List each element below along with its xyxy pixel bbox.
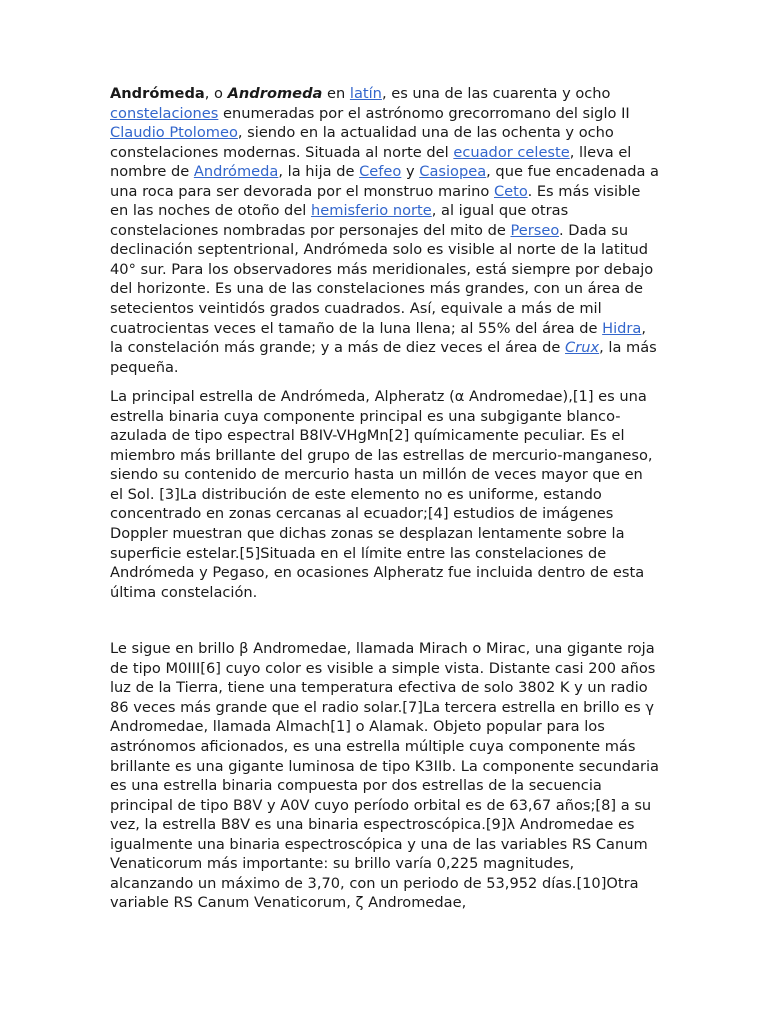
latin-term: Andromeda xyxy=(227,85,323,102)
paragraph-intro xyxy=(110,84,660,377)
title-term: Andrómeda xyxy=(110,85,205,102)
link-claudio-ptolomeo[interactable]: Claudio Ptolomeo xyxy=(110,124,238,142)
text-run: , lleva el nombre de xyxy=(110,143,632,181)
link-cefeo[interactable]: Cefeo xyxy=(359,163,402,181)
text-run: , es una de las cuarenta y ocho xyxy=(381,85,611,102)
paragraph-alpheratz: La principal estrella de Andrómeda, Alpheratz (α Andromedae),[1] es una estrella binaria cuya componente principal es una subgigante blanco-azulada de tipo espectral B8IV-VHgMn[2] químicamente peculiar. Es el miembro más brillante del grupo de las estrellas de mercurio-manganeso, siendo su contenido de mercurio hasta un millón de veces mayor que en el Sol. [3]La distribución de este elemento no es uniforme, estando concentrado en zonas cercanas al ecuador;[4] estudios de imágenes Doppler muestran que dichas zonas se desplazan lentamente sobre la superficie estelar.[5]Situada en el límite entre las constelaciones de Andrómeda y Pegaso, en ocasiones Alpheratz fue incluida dentro de esta última constelación. xyxy=(110,388,653,601)
text-run: , la más pequeña. xyxy=(110,339,657,376)
link-ecuador-celeste[interactable]: ecuador celeste xyxy=(453,143,570,161)
text-run: , que fue encadenada a una roca para ser devorada por el monstruo marino xyxy=(110,163,659,200)
text-run: enumeradas por el astrónomo grecorromano del siglo II xyxy=(218,104,630,122)
link-casiopea[interactable]: Casiopea xyxy=(419,163,487,181)
link-ceto[interactable]: Ceto xyxy=(493,182,528,200)
text-run: , la hija de xyxy=(278,163,360,181)
link-hidra[interactable]: Hidra xyxy=(602,319,642,337)
link-andromeda[interactable]: Andrómeda xyxy=(193,163,279,181)
text-run: en xyxy=(322,85,350,102)
link-latin[interactable]: latín xyxy=(349,85,382,102)
paragraph-mirach: Le sigue en brillo β Andromedae, llamada Mirach o Mirac, una gigante roja de tipo M0III[6] cuyo color es visible a simple vista. Distante casi 200 años luz de la Tierra, tiene una temperatura efectiva de solo 3802 K y un radio 86 veces más grande que el radio solar.[7]La tercera estrella en brillo es γ Andromedae, llamada Almach[1] o Alamak. Objeto popular para los astrónomos aficionados, es una estrella múltiple cuya componente más brillante es una gigante luminosa de tipo K3IIb. La componente secundaria es una estrella binaria compuesta por dos estrellas de la secuencia principal de tipo B8V y A0V cuyo período orbital es de 63,67 años;[8] a su vez, la estrella B8V es una binaria espectroscópica.[9]λ Andromedae es igualmente una binaria espectroscópica y una de las variables RS Canum Venaticorum más importante: su brillo varía 0,225 magnitudes, alcanzando un máximo de 3,70, con un periodo de 53,952 días.[10]Otra variable RS Canum Venaticorum, ζ Andromedae, xyxy=(110,640,660,912)
text-run: , o xyxy=(204,85,228,102)
link-crux[interactable]: Crux xyxy=(565,339,600,357)
link-constelaciones[interactable]: constelaciones xyxy=(110,104,219,122)
text-run: , siendo en la actualidad una de las ochenta y ocho constelaciones modernas. Situada al norte del xyxy=(110,124,614,161)
link-hemisferio-norte[interactable]: hemisferio norte xyxy=(311,202,432,220)
text-run: , al igual que otras constelaciones nombradas por personajes del mito de xyxy=(110,202,569,239)
text-run: . Dada su declinación septentrional, Andrómeda solo es visible al norte de la latitud 40° sur. Para los observadores más meridionales, está siempre por debajo del horizonte. Es una de las constelaciones más grandes, con un área de setecientos veintidós grados cuadrados. Así, equivale a más de mil cuatrocientas veces el tamaño de la luna llena; al 55% del área de xyxy=(110,221,654,337)
text-run: y xyxy=(401,163,420,181)
link-perseo[interactable]: Perseo xyxy=(510,221,559,239)
text-run: . Es más visible en las noches de otoño del xyxy=(110,182,641,220)
text-run: , la constelación más grande; y a más de diez veces el área de xyxy=(110,319,647,357)
document-body xyxy=(110,84,660,913)
